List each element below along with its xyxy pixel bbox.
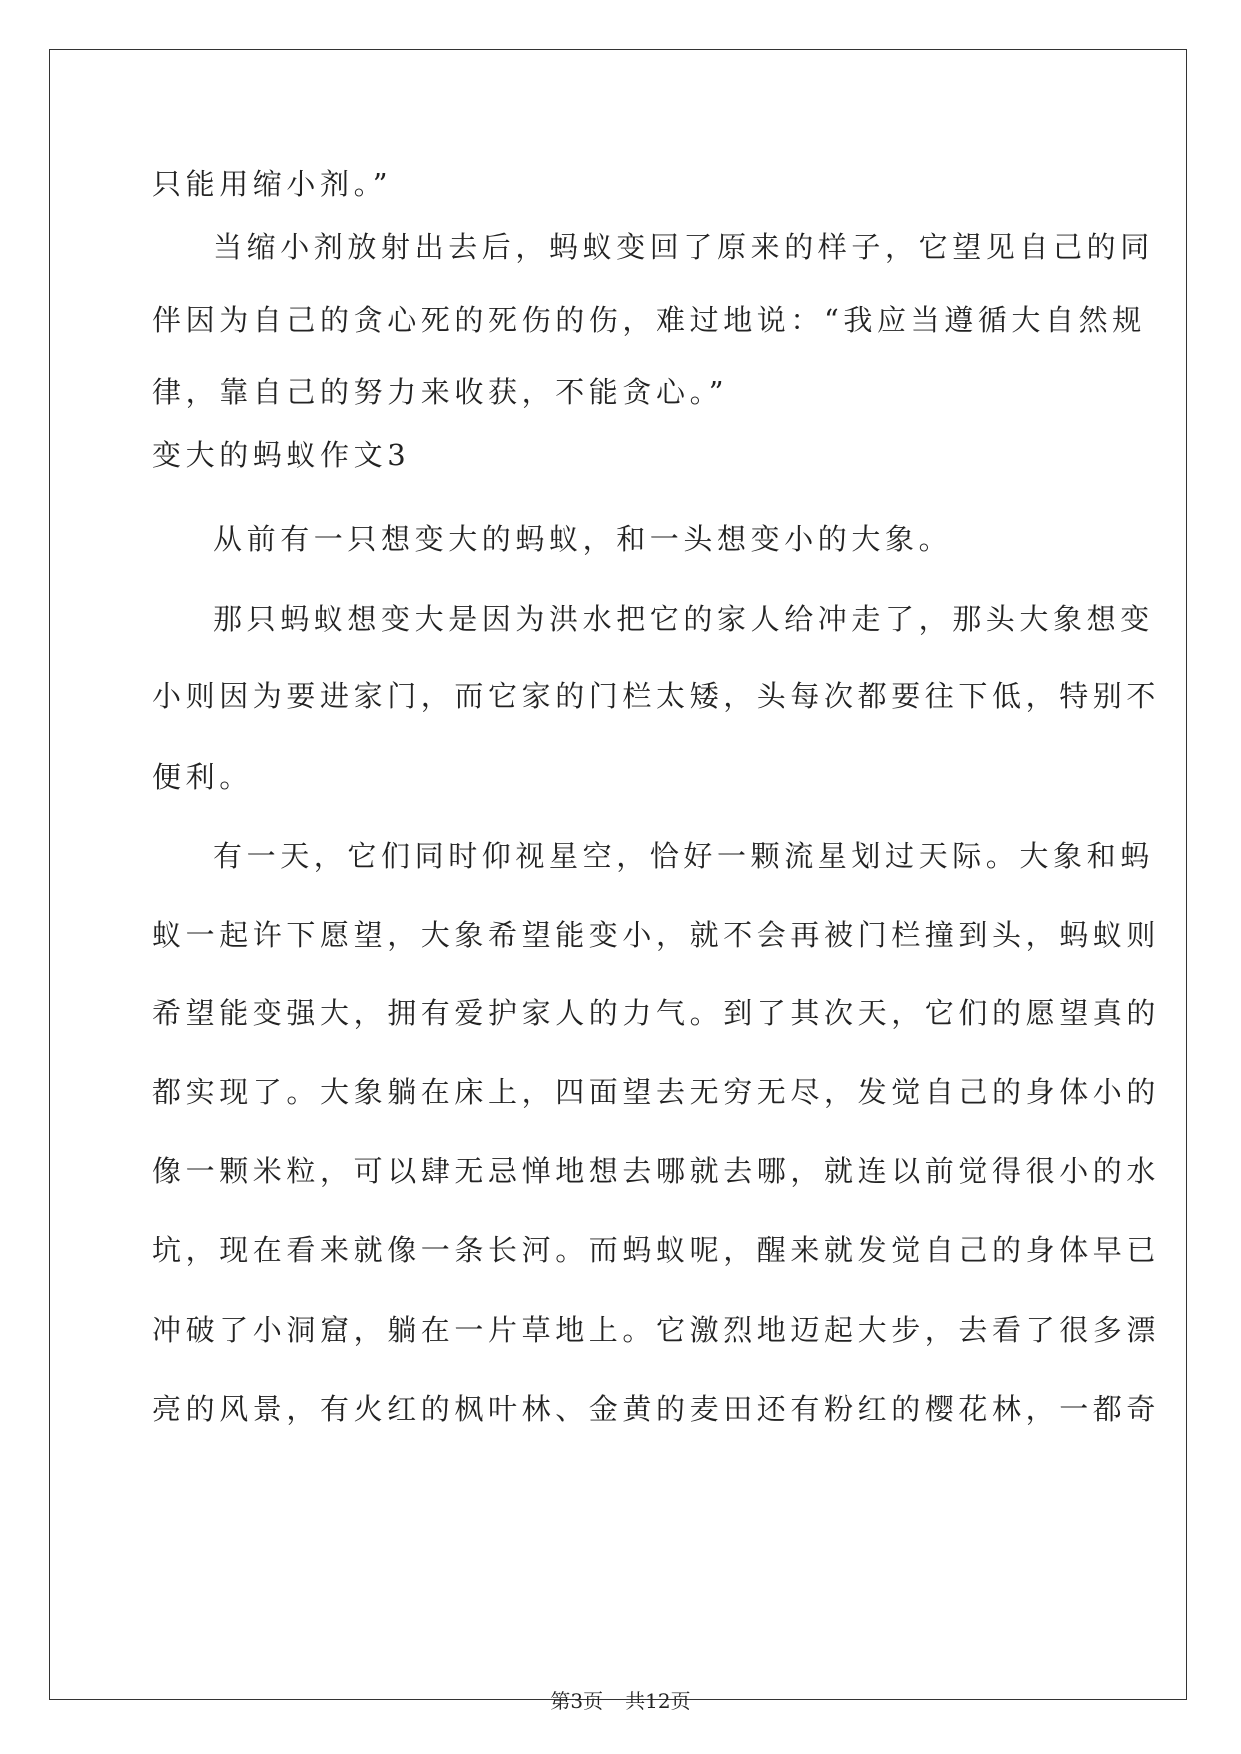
page-total: 共12页 xyxy=(625,1689,691,1713)
paragraph-line: 希望能变强大，拥有爱护家人的力气。到了其次天，它们的愿望真的 xyxy=(152,996,1161,1030)
paragraph-line: 坑，现在看来就像一条长河。而蚂蚁呢，醒来就发觉自己的身体早已 xyxy=(152,1233,1161,1267)
paragraph-line: 那只蚂蚁想变大是因为洪水把它的家人给冲走了，那头大象想变 xyxy=(213,602,1154,636)
paragraph-line: 律，靠自己的努力来收获，不能贪心。” xyxy=(152,375,729,409)
paragraph-line: 像一颗米粒，可以肆无忌惮地想去哪就去哪，就连以前觉得很小的水 xyxy=(152,1154,1161,1188)
paragraph-line: 只能用缩小剂。” xyxy=(152,167,393,201)
paragraph-line: 蚁一起许下愿望，大象希望能变小，就不会再被门栏撞到头，蚂蚁则 xyxy=(152,918,1161,952)
paragraph-line: 当缩小剂放射出去后，蚂蚁变回了原来的样子，它望见自己的同 xyxy=(213,230,1154,264)
paragraph-line: 从前有一只想变大的蚂蚁，和一头想变小的大象。 xyxy=(213,522,953,556)
paragraph-line: 伴因为自己的贪心死的死伤的伤，难过地说：“我应当遵循大自然规 xyxy=(152,303,1146,337)
page-number: 第3页 xyxy=(550,1689,604,1713)
paragraph-line: 亮的风景，有火红的枫叶林、金黄的麦田还有粉红的樱花林，一都奇 xyxy=(152,1392,1161,1426)
paragraph-line: 小则因为要进家门，而它家的门栏太矮，头每次都要往下低，特别不 xyxy=(152,679,1161,713)
paragraph-line: 都实现了。大象躺在床上，四面望去无穷无尽，发觉自己的身体小的 xyxy=(152,1075,1161,1109)
section-heading: 变大的蚂蚁作文3 xyxy=(152,438,411,472)
paragraph-line: 冲破了小洞窟，躺在一片草地上。它激烈地迈起大步，去看了很多漂 xyxy=(152,1313,1161,1347)
paragraph-line: 有一天，它们同时仰视星空，恰好一颗流星划过天际。大象和蚂 xyxy=(213,839,1154,873)
paragraph-line: 便利。 xyxy=(152,760,253,794)
page-footer xyxy=(0,1688,1241,1714)
